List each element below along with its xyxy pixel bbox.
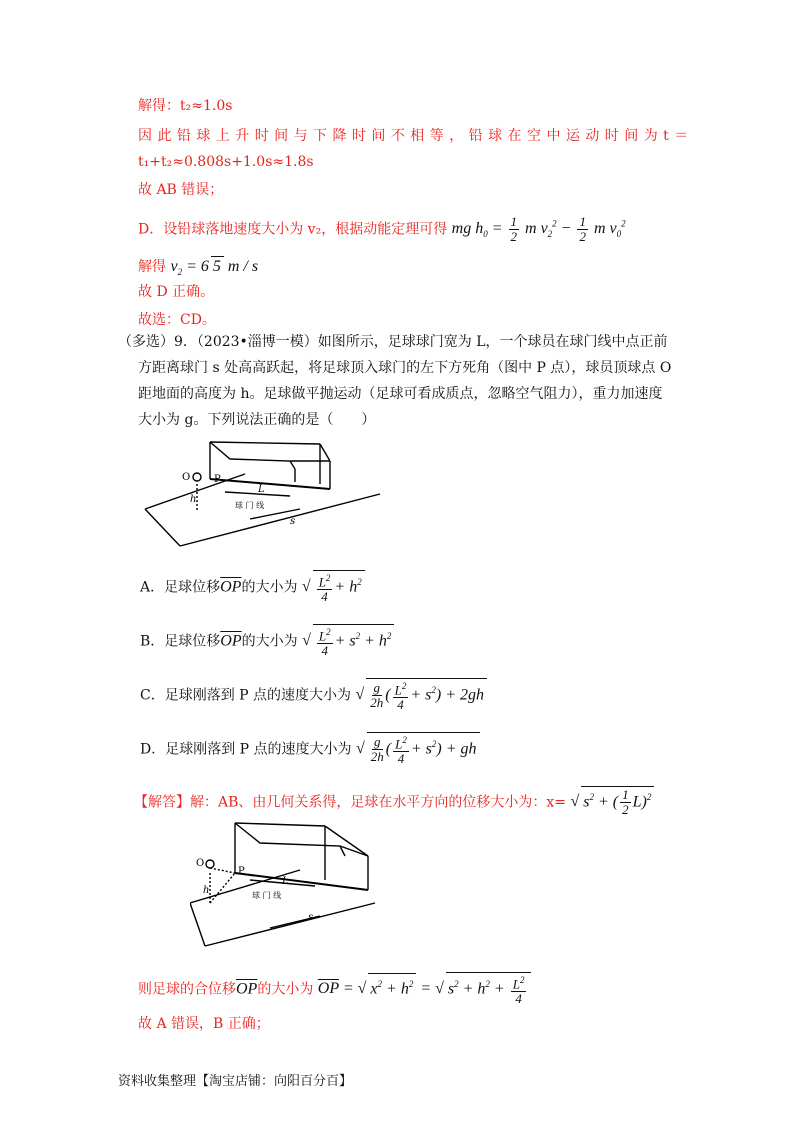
math-formula: √ $s^2$ + ( $\frac{1}{2}$ L)$^2$ [570,793,654,810]
fraction: $\frac{1}{2}$ [510,214,518,245]
option-text: B．足球位移 [140,633,221,650]
text-line: 因 此 铅 球 上 升 时 间 与 下 降 时 间 不 相 等 ， 铅 球 在 空 中 运 动 时 间 为 t ＝ [138,128,689,144]
math-formula: $\overline{OP}$ = √ $x^2 + h^2$ = √ $s^2 + h^2$ + $\frac{L^2}{4}$ [318,980,532,997]
question-line: 大小为 g。下列说法正确的是（ ） [138,412,376,428]
option-text: C．足球刚落到 P 点的速度大小为 [140,687,352,704]
text: 解得 [138,259,166,275]
math-formula: $v_2 = 6$ 5 m / s [170,258,259,278]
text-line: 解得：t₂≈1.0s [138,98,233,114]
option-b [140,624,394,658]
answer-text: 解：AB、由几何关系得，足球在水平方向的位移大小为：x= [190,794,567,811]
vector-op: $\overline{OP}$ [220,578,242,596]
label-s: s [308,912,314,923]
math-formula: √ $\frac{L^2}{4}$ + $s^2 + h^2$ [302,632,394,649]
label-L: L [258,484,265,495]
math-formula: √ $\frac{L^2}{4}$ + $h^2$ [302,578,365,595]
answer-text: 则足球的合位移 [138,981,236,998]
answer-line: 故 A 错误，B 正确； [138,1016,270,1032]
question-line: 距地面的高度为 h。足球做平抛运动（足球可看成质点，忽略空气阻力），重力加速度 [138,386,663,402]
option-a [140,570,365,604]
text-line: 故 D 正确。 [138,284,215,300]
math-formula: mg $h_0$ = $\frac{1}{2}$ m $v_2^2$ − $\frac{1}{2}$ m $v_0^2$ [451,214,626,245]
option-text: 的大小为 [241,633,298,650]
option-text: A．足球位移 [140,579,221,596]
answer-line [138,972,531,1006]
text-line: 故 AB 错误； [138,182,224,198]
label-h: h [203,885,210,896]
text-line [138,256,258,282]
label-O: O [182,472,191,483]
text-line [138,214,626,245]
label-O: O [196,858,205,869]
goal-diagram-question [140,434,390,554]
vector-op: $\overline{OP}$ [236,980,258,998]
question-line: （多选）9．（2023•淄博一模）如图所示，足球球门宽为 L，一个球员在球门线中点正前 [118,334,668,350]
math-formula: √ $\frac{g}{2h}$ ( $\frac{L^2}{4}$ + $s^2$) + gh [356,740,480,757]
label-L: L [282,876,289,887]
label-s: s [290,516,296,527]
label-goal-line: 球 门 线 [235,501,265,510]
label-P: P [214,474,221,485]
fraction: $\frac{1}{2}$ [579,214,586,245]
goal-diagram-solution [190,818,380,948]
vector-op: $\overline{OP}$ [220,632,242,650]
label-h: h [190,494,197,505]
option-c [140,678,487,712]
option-d [140,732,480,766]
math-formula: √ $\frac{g}{2h}$ ( $\frac{L^2}{4}$ + $s^2) + 2gh$ [356,686,488,703]
label-P: P [238,866,245,877]
option-text: 的大小为 [241,579,298,596]
text-line: t₁+t₂≈0.808s+1.0s≈1.8s [138,154,314,170]
answer-line [134,786,654,817]
text-line: 故选：CD。 [138,312,216,328]
question-line: 方距离球门 s 处高高跃起，将足球顶入球门的左下方死角（图中 P 点），球员顶球点 O [138,360,672,376]
answer-label: 【解答】 [134,794,190,811]
label-goal-line: 球 门 线 [252,891,282,900]
answer-text: 的大小为 [257,981,314,998]
text: D．设铅球落地速度大小为 v₂，根据动能定理可得 [138,221,448,238]
footer: 资料收集整理【淘宝店铺：向阳百分百】 [118,1074,353,1089]
option-text: D．足球刚落到 P 点的速度大小为 [140,741,352,758]
